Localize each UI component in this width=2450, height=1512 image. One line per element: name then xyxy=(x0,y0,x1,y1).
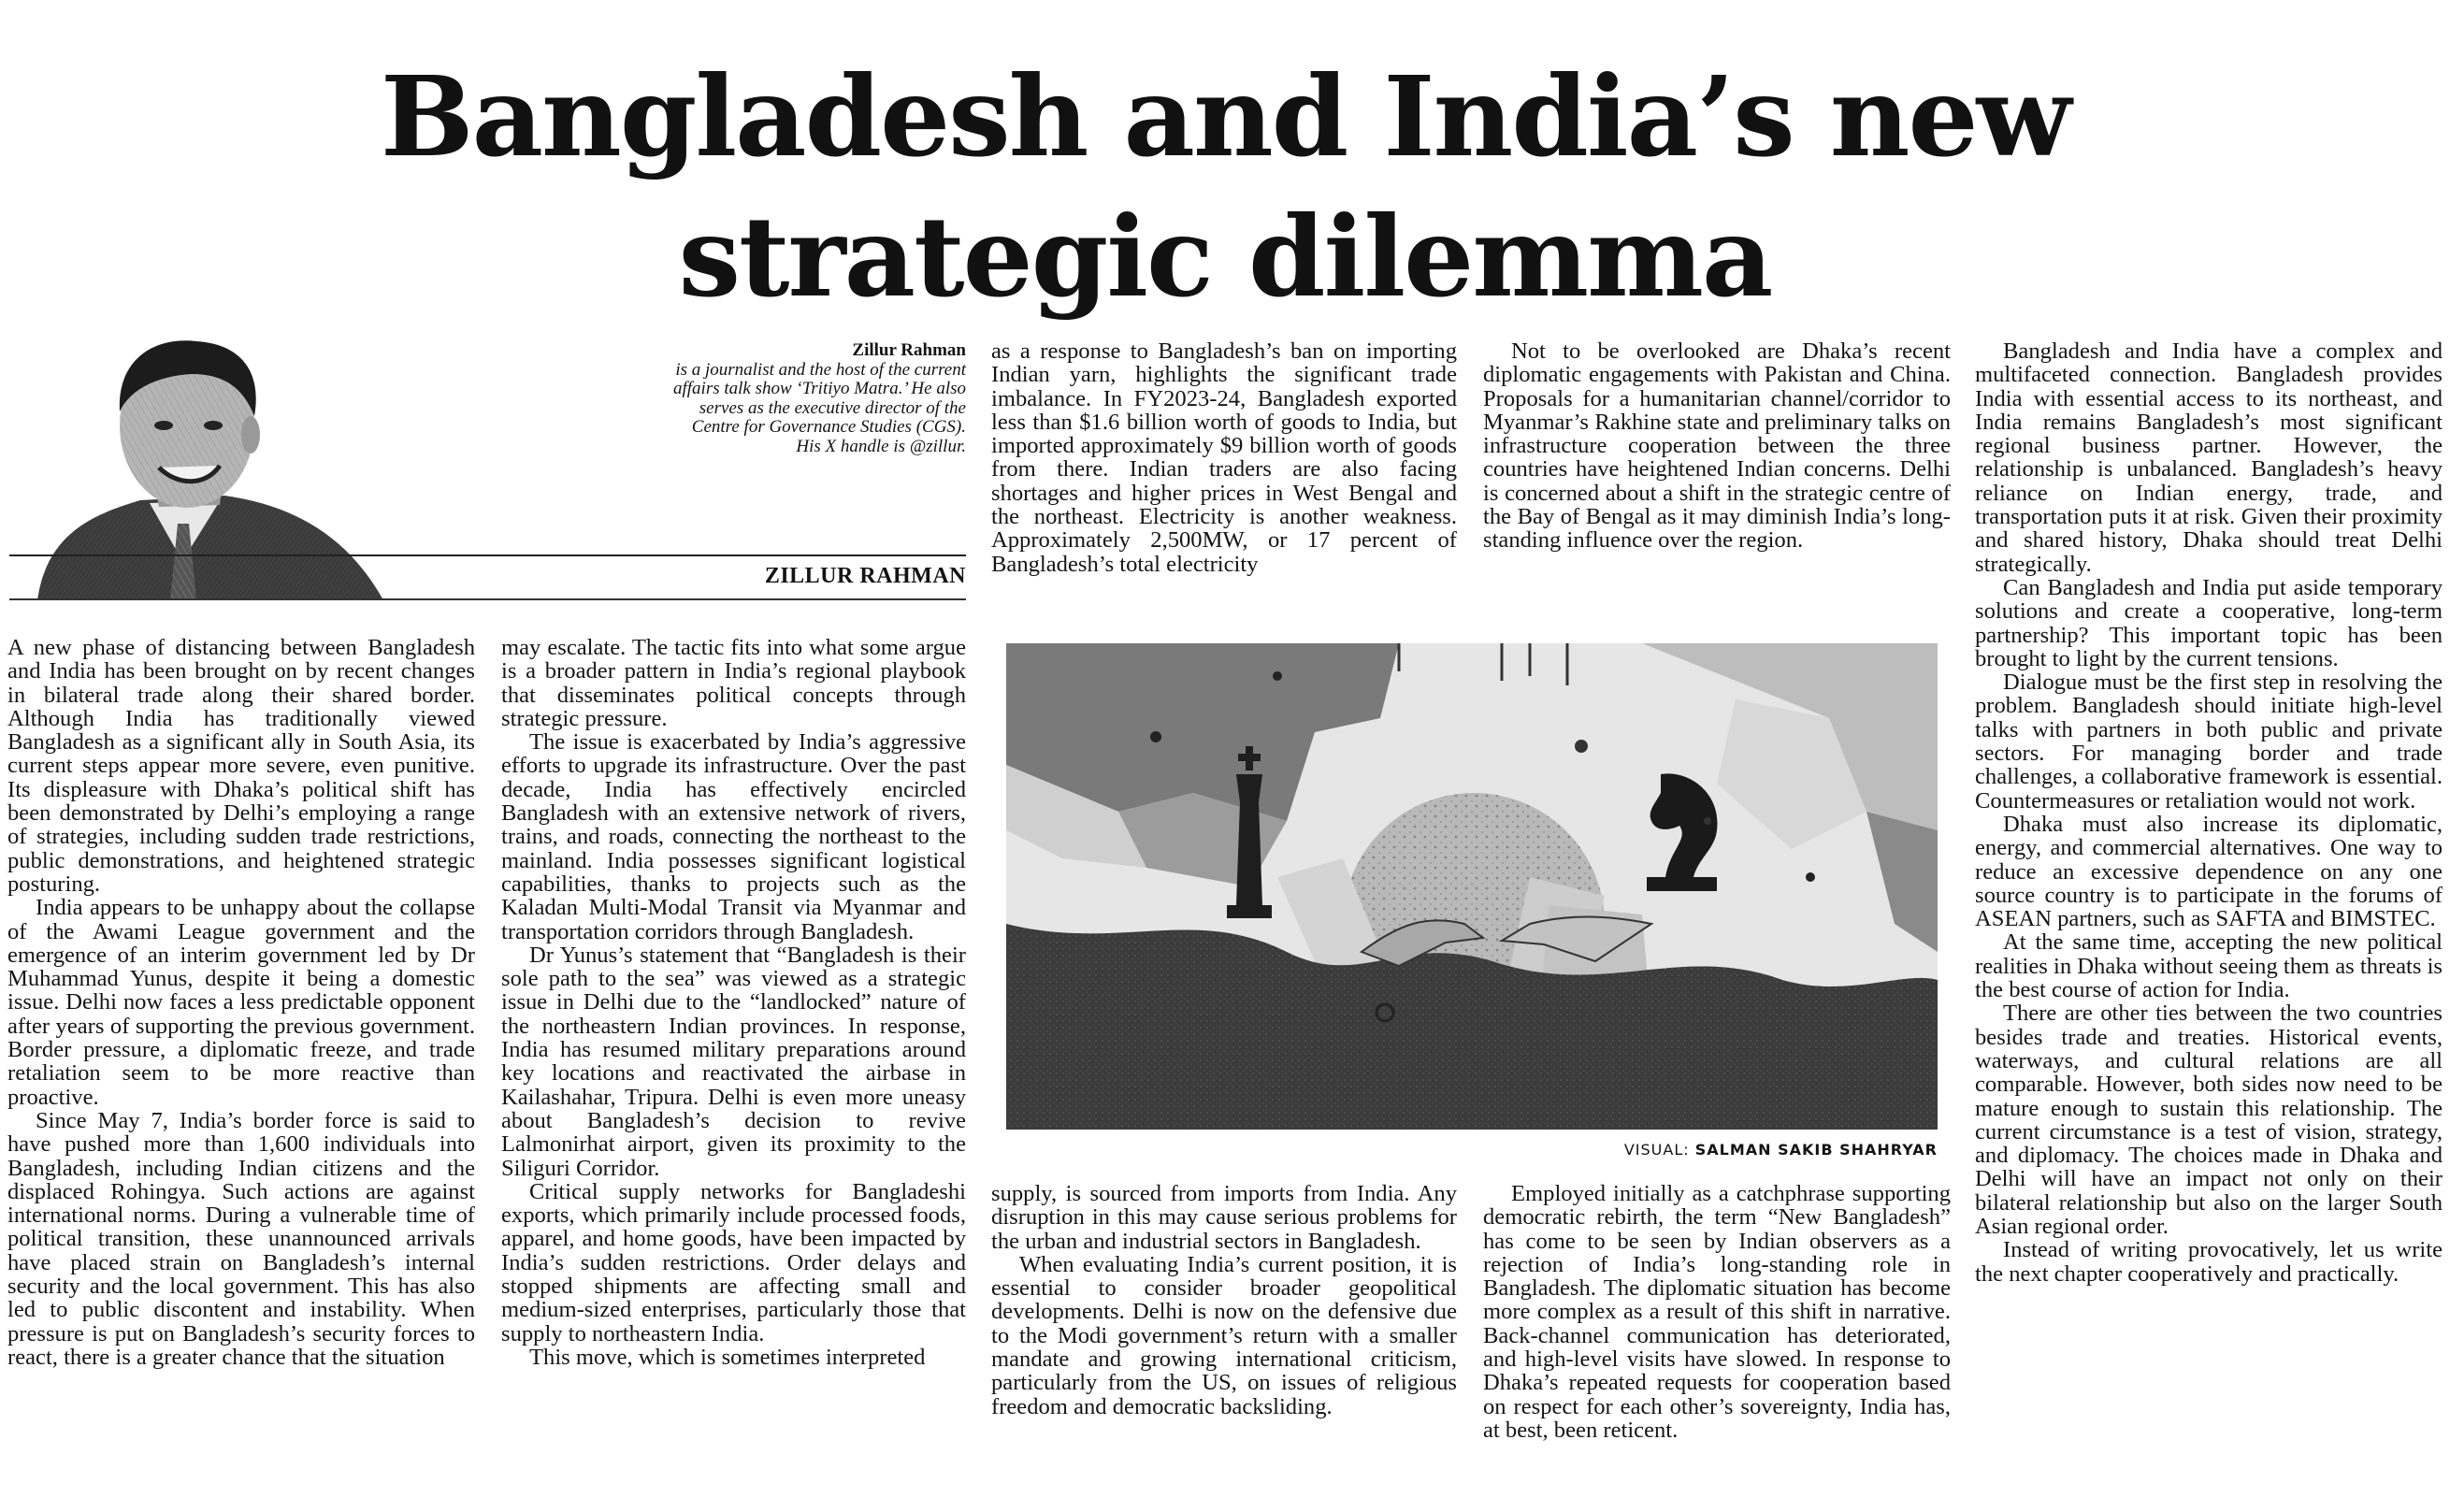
author-bio-line: is a journalist and the host of the current xyxy=(675,359,966,380)
visual-credit-name: SALMAN SAKIB SHAHRYAR xyxy=(1694,1141,1938,1159)
paragraph: The issue is exacerbated by India’s aggressive efforts to upgrade its infrastructure. Over the past decade, India has effectively encircled Bangladesh with an extensive network of rivers, trains, and roads, connecting the northeast to the mainland. India possesses significant logistical capabilities, thanks to projects such as the Kaladan Multi-Modal Transit via Myanmar and transportation corridors through Bangladesh. xyxy=(501,729,966,944)
paragraph: This move, which is sometimes interpreted xyxy=(529,1344,926,1370)
author-bio-line: affairs talk show ‘Tritiyo Matra.’ He also xyxy=(673,379,966,398)
author-bio xyxy=(524,341,966,456)
article-illustration xyxy=(1006,643,1938,1130)
author-bio-line: His X handle is @zillur. xyxy=(796,436,966,456)
paragraph: as a response to Bangladesh’s ban on importing Indian yarn, highlights the significant trade imbalance. In FY2023-24, Bangladesh exported less than $1.6 billion worth of goods to India, but imported approximately $9 billion worth of goods from there. Indian traders are also facing shortages and higher prices in West Bengal and the northeast. Electricity is another weakness. Approximately 2,500MW, or 17 percent of Bangladesh’s total electricity xyxy=(991,339,1457,577)
paragraph: Instead of writing provocatively, let us write the next chapter cooperatively and practically. xyxy=(1975,1237,2443,1287)
headline-line-1: Bangladesh and India’s new xyxy=(380,51,2070,181)
byline-bottom-rule xyxy=(9,598,966,600)
article-column-3-bottom xyxy=(991,1182,1457,1500)
article-column-3-top xyxy=(991,339,1457,611)
visual-credit xyxy=(1006,1141,1938,1159)
paragraph: Can Bangladesh and India put aside temporary solutions and create a cooperative, long-term partnership? This important topic has been brought to light by the current tensions. xyxy=(1975,574,2443,671)
byline: ZILLUR RAHMAN xyxy=(764,564,966,588)
paragraph: Critical supply networks for Bangladeshi exports, which primarily include processed foods, apparel, and home goods, have been impacted by India’s sudden restrictions. Order delays and stopped shipments are affecting small and medium-sized enterprises, particularly those that supply to northeastern India. xyxy=(501,1178,966,1346)
paragraph: When evaluating India’s current position, it is essential to consider broader geopolitical developments. Delhi is now on the defensive due to the Modi government’s return with a smaller mandate and growing international criticism, particularly from the US, on issues of religious freedom and democratic backsliding. xyxy=(991,1251,1457,1419)
visual-credit-prefix: VISUAL: xyxy=(1623,1141,1690,1159)
article-column-4-bottom xyxy=(1483,1182,1951,1500)
headline xyxy=(0,47,2450,327)
author-bio-line: Centre for Governance Studies (CGS). xyxy=(691,417,966,437)
article-column-4-top xyxy=(1483,339,1951,611)
article-column-2 xyxy=(501,636,966,1496)
paragraph: India appears to be unhappy about the collapse of the Awami League government and the emergence of an interim government led by Dr Muhammad Yunus, despite it being a domestic issue. Delhi now faces a less predictable opponent after years of supporting the previous government. Border pressure, a diplomatic freeze, and trade retaliation seem to be more reactive than proactive. xyxy=(7,895,475,1110)
paragraph: Dr Yunus’s statement that “Bangladesh is their sole path to the sea” was viewed as a strategic issue in Delhi due to the “landlocked” nature of the northeastern Indian provinces. In response, India has resumed military preparations around key locations and reactivated the airbase in Kailashahar, Tripura. Delhi is even more uneasy about Bangladesh’s decision to revive Lalmonirhat airport, given its proximity to the Siliguri Corridor. xyxy=(501,942,966,1181)
paragraph: A new phase of distancing between Bangladesh and India has been brought on by recent changes in bilateral trade along their shared border. Although India has traditionally viewed Bangladesh as a significant ally in South Asia, its current steps appear more severe, even punitive. Its displeasure with Dhaka’s political shift has been demonstrated by Delhi’s employing a range of strategies, including sudden trade restrictions, public demonstrations, and heightened strategic posturing. xyxy=(7,636,475,897)
paragraph: Bangladesh and India have a complex and multifaceted connection. Bangladesh provides India with essential access to its northeast, and India remains Bangladesh’s most significant regional business partner. However, the relationship is unbalanced. Bangladesh’s heavy reliance on Indian energy, trade, and transportation puts it at risk. Given their proximity and shared history, Dhaka should treat Delhi strategically. xyxy=(1975,339,2443,577)
article-column-1 xyxy=(7,636,475,1496)
paragraph: Not to be overlooked are Dhaka’s recent diplomatic engagements with Pakistan and China. Proposals for a humanitarian channel/corridor to Myanmar’s Rakhine state and preliminary talks on infrastructure cooperation between the three countries have heightened Indian concerns. Delhi is concerned about a shift in the strategic centre of the Bay of Bengal as it may diminish India’s long-standing influence over the region. xyxy=(1483,339,1951,554)
paragraph: Dialogue must be the first step in resolving the problem. Bangladesh should initiate high-level talks with partners in both public and private sectors. For managing border and trade challenges, a collaborative framework is essential. Countermeasures or retaliation would not work. xyxy=(1975,670,2443,814)
paragraph: Employed initially as a catchphrase supporting democratic rebirth, the term “New Bangladesh” has come to be seen by Indian observers as a rejection of India’s long-standing role in Bangladesh. The diplomatic situation has become more complex as a result of this shift in narrative. Back-channel communication has deteriorated, and high-level visits have slowed. In response to Dhaka’s repeated requests for cooperation based on respect for each other’s sovereignty, India has, at best, been reticent. xyxy=(1483,1182,1951,1443)
paragraph: supply, is sourced from imports from India. Any disruption in this may cause serious problems for the urban and industrial sectors in Bangladesh. xyxy=(991,1182,1457,1254)
headline-line-2: strategic dilemma xyxy=(678,192,1772,322)
author-bio-line: serves as the executive director of the xyxy=(699,397,966,418)
byline-rule xyxy=(9,554,966,556)
author-photo xyxy=(9,337,407,600)
paragraph: Dhaka must also increase its diplomatic, energy, and commercial alternatives. One way to reduce an excessive dependence on any one source country is to participate in the forums of ASEAN partners, such as SAFTA and BIMSTEC. xyxy=(1975,811,2443,932)
author-name: Zillur Rahman xyxy=(852,340,966,360)
paragraph: may escalate. The tactic fits into what some argue is a broader pattern in India’s regional playbook that disseminates political concepts through strategic pressure. xyxy=(501,636,966,731)
paragraph: At the same time, accepting the new political realities in Dhaka without seeing them as threats is the best course of action for India. xyxy=(1975,929,2443,1003)
article-column-5 xyxy=(1975,339,2443,1503)
paragraph: There are other ties between the two countries besides trade and treaties. Historical events, waterways, and cultural relations are all comparable. However, both sides now need to be mature enough to sustain this relationship. The current circumstance is a test of vision, strategy, and diplomacy. The choices made in Dhaka and Delhi will have an impact not only on their bilateral relationship but also on the larger South Asian regional order. xyxy=(1975,1001,2443,1239)
paragraph: Since May 7, India’s border force is said to have pushed more than 1,600 individuals into Bangladesh, including Indian citizens and the displaced Rohingya. Such actions are against international norms. During a vulnerable time of political transition, these unannounced arrivals have placed strain on Bangladesh’s internal security and the local government. This has also led to public discontent and instability. When pressure is put on Bangladesh’s security forces to react, there is a greater chance that the situation xyxy=(7,1107,475,1370)
